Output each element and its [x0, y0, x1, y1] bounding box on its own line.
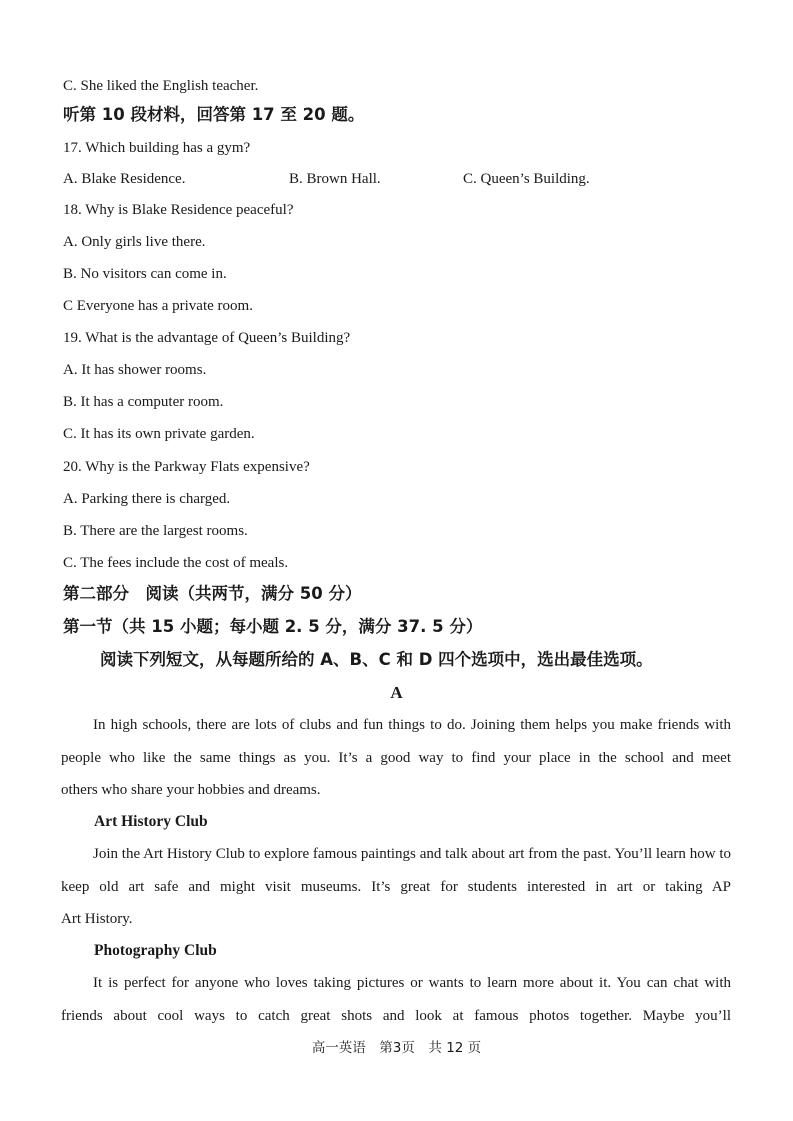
q20-option-c: C. The fees include the cost of meals.: [63, 555, 289, 571]
question-18: 18. Why is Blake Residence peaceful?: [63, 202, 294, 218]
q19-option-a: A. It has shower rooms.: [63, 362, 207, 378]
q16-option-c: C. She liked the English teacher.: [63, 78, 259, 94]
part-two-heading: 第二部分 阅读（共两节，满分 50 分）: [63, 584, 362, 603]
question-20: 20. Why is the Parkway Flats expensive?: [63, 459, 310, 475]
question-17: 17. Which building has a gym?: [63, 140, 251, 156]
page-footer: 高一英语 第3页 共 12 页: [311, 1040, 482, 1056]
art-history-club-paragraph-end: Art History.: [61, 911, 133, 927]
q18-option-a: A. Only girls live there.: [63, 234, 206, 250]
photography-club-title: Photography Club: [94, 942, 217, 959]
q17-option-c: C. Queen’s Building.: [463, 171, 590, 187]
section-one-heading: 第一节（共 15 小题；每小题 2. 5 分，满分 37. 5 分）: [63, 617, 483, 636]
q17-option-b: B. Brown Hall.: [289, 171, 381, 187]
q20-option-a: A. Parking there is charged.: [63, 491, 231, 507]
q20-option-b: B. There are the largest rooms.: [63, 523, 248, 539]
photography-club-paragraph: It is perfect for anyone who loves taking pictures or wants to learn more about it. You can chat with friends about cool ways to catch great shots and look at famous photos together. Maybe you’ll: [61, 975, 731, 1024]
passage-label: A: [390, 683, 403, 702]
q18-option-b: B. No visitors can come in.: [63, 266, 227, 282]
q17-option-a: A. Blake Residence.: [63, 171, 186, 187]
q18-option-c: C Everyone has a private room.: [63, 298, 253, 314]
question-19: 19. What is the advantage of Queen’s Building?: [63, 330, 351, 346]
q19-option-b: B. It has a computer room.: [63, 394, 224, 410]
q19-option-c: C. It has its own private garden.: [63, 426, 255, 442]
art-history-club-paragraph: Join the Art History Club to explore famous paintings and talk about art from the past. You’ll learn how to keep old art safe and might visit museums. It’s great for students interested in art or taking AP: [61, 846, 731, 895]
art-history-club-title: Art History Club: [94, 813, 208, 830]
listening-section-10-instruction: 听第 10 段材料，回答第 17 至 20 题。: [63, 105, 365, 124]
reading-instruction: 阅读下列短文，从每题所给的 A、B、C 和 D 四个选项中，选出最佳选项。: [100, 650, 653, 669]
passage-intro-paragraph: In high schools, there are lots of clubs and fun things to do. Joining them helps you make friends with people who like the same things as you. It’s a good way to find your place in the school and meet: [61, 717, 731, 766]
passage-intro-paragraph-end: others who share your hobbies and dreams.: [61, 782, 321, 798]
